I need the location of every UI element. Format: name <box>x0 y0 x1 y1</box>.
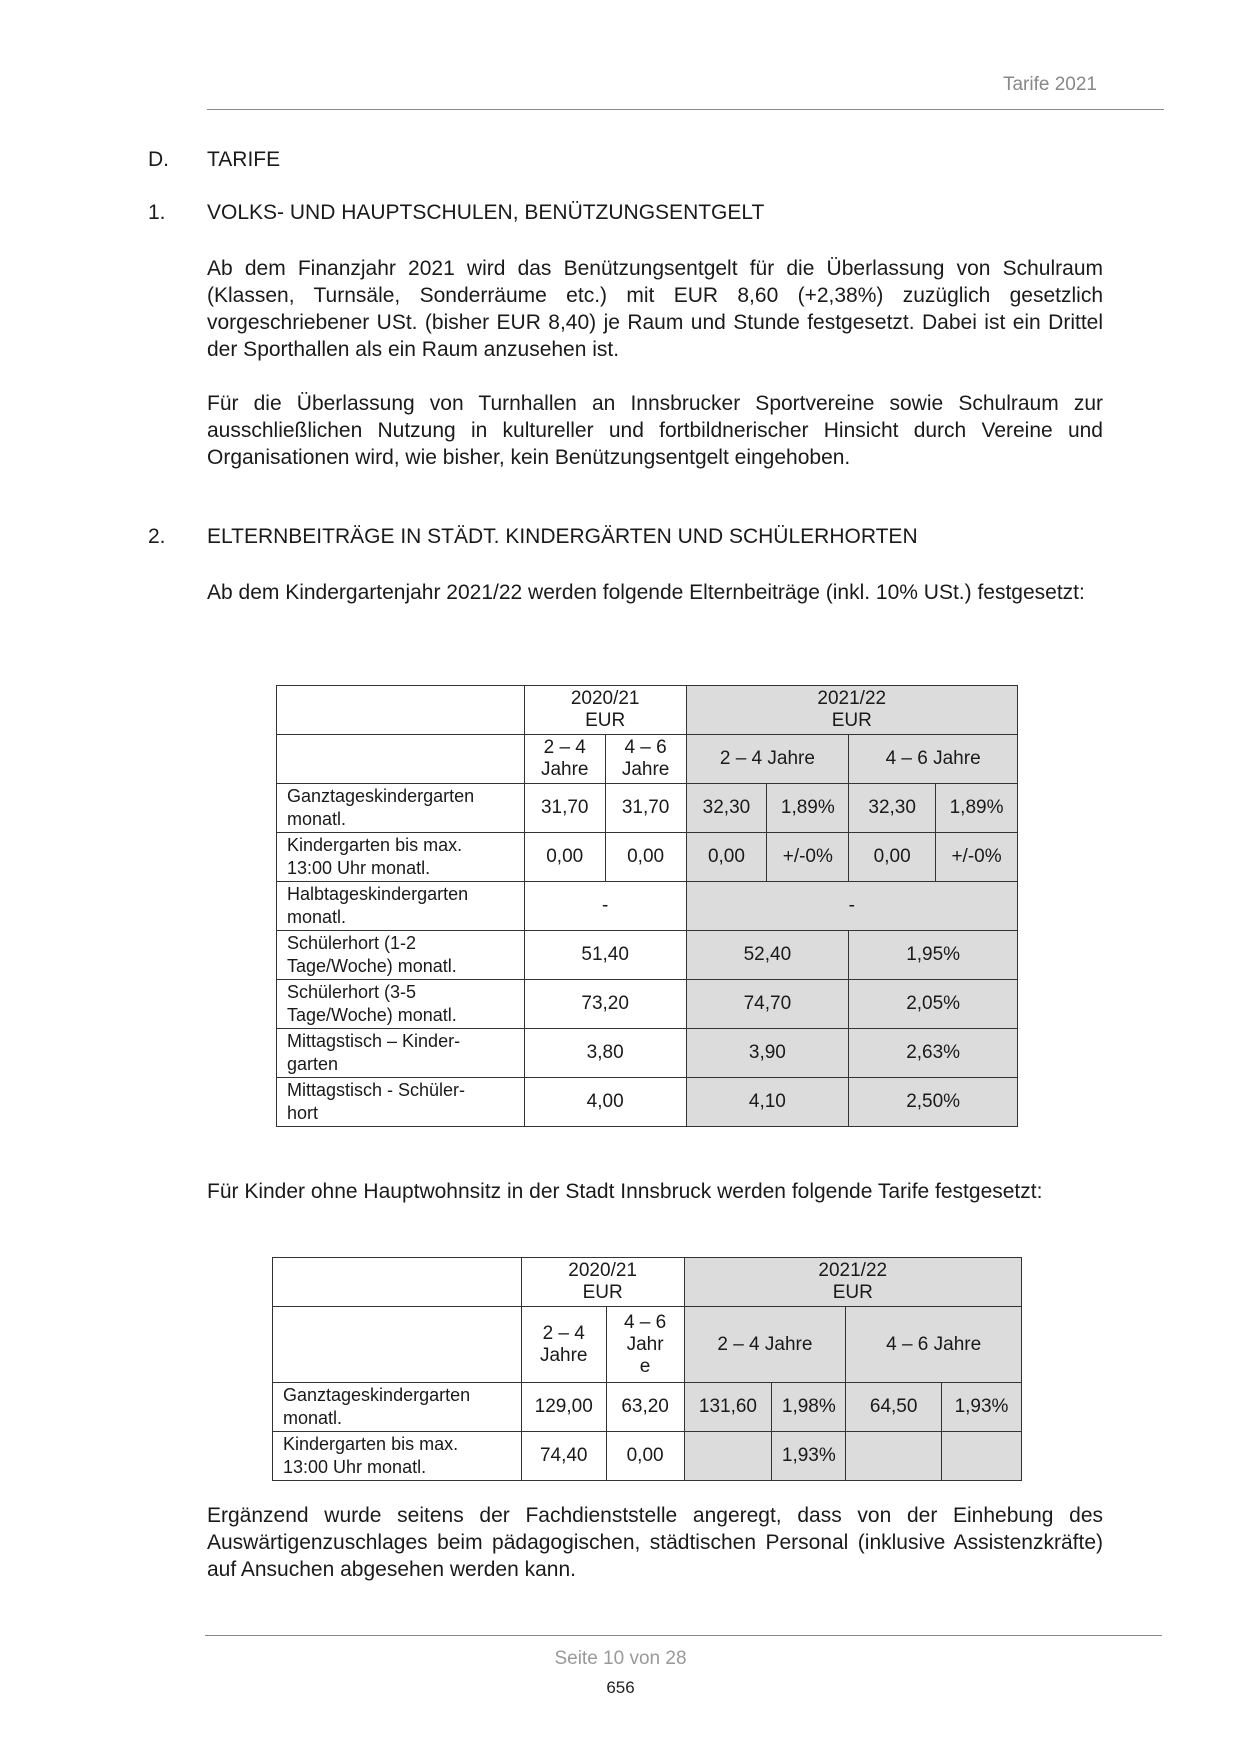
row-label <box>277 1029 525 1078</box>
row-label-text: Kindergarten bis max. 13:00 Uhr monatl. <box>287 835 463 878</box>
s1-title: VOLKS- UND HAUPTSCHULEN, BENÜTZUNGSENTGELT <box>207 201 765 224</box>
row-label-text: Schülerhort (1-2 Tage/Woche) monatl. <box>287 933 457 976</box>
row-label <box>277 1078 525 1127</box>
cell-2020-4-6: 31,70 <box>605 784 686 833</box>
cell-2020-4-6: 0,00 <box>605 833 686 882</box>
subheader-2021-2-4: 2 – 4 Jahre <box>684 1307 846 1383</box>
s1-paragraph-2: Für die Überlassung von Turnhallen an Innsbrucker Sportvereine sowie Schulraum zur ausschließlichen Nutzung in kultureller und fortbildnerischer Hinsicht durch Vereine und Organisationen wird, wie bisher, kein Benützungsentgelt eingehoben. <box>207 392 1103 469</box>
cell-2021-4-6: 0,00 <box>849 833 936 882</box>
s2-title: ELTERNBEITRÄGE IN STÄDT. KINDERGÄRTEN UND SCHÜLERHORTEN <box>207 525 918 548</box>
subheader-2020-2-4-text: 2 – 4 Jahre <box>540 737 589 780</box>
subheader-2020-4-6-text: 4 – 6 Jahr e <box>623 1311 667 1377</box>
cell-2021-2-4-pct: 1,89% <box>767 784 849 833</box>
cell-2021-2-4 <box>684 1432 772 1481</box>
cell-2021-value: 3,90 <box>686 1029 849 1078</box>
cell-2021-4-6 <box>846 1432 942 1481</box>
cell-2020-merged: 3,80 <box>524 1029 686 1078</box>
subheader-2020-2-4 <box>524 735 605 784</box>
cell-2020-2-4: 74,40 <box>521 1432 606 1481</box>
cell-2021-value: 4,10 <box>686 1078 849 1127</box>
row-label-text: Mittagstisch - Schüler- hort <box>287 1080 466 1123</box>
section-number: D. <box>148 148 169 171</box>
cell-2020-4-6: 63,20 <box>606 1383 684 1432</box>
s2-paragraph-2: Für Kinder ohne Hauptwohnsitz in der Stadt Innsbruck werden folgende Tarife festgesetzt: <box>207 1180 1043 1203</box>
cell-2020-4-6: 0,00 <box>606 1432 684 1481</box>
row-label-text: Ganztageskindergarten monatl. <box>287 786 475 829</box>
subheader-2020-2-4-text: 2 – 4 Jahre <box>539 1322 588 1366</box>
cell-2020-merged: 51,40 <box>524 931 686 980</box>
subheader-2020-2-4 <box>521 1307 606 1383</box>
cell-2020-merged: 4,00 <box>524 1078 686 1127</box>
header-year-2021-text: 2021/22 EUR <box>817 688 887 731</box>
row-label-text: Kindergarten bis max. 13:00 Uhr monatl. <box>283 1434 459 1477</box>
cell-2021-pct: 1,95% <box>849 931 1018 980</box>
header-year-2021 <box>686 686 1017 735</box>
s1-number: 1. <box>148 201 166 224</box>
subheader-2021-4-6: 4 – 6 Jahre <box>849 735 1018 784</box>
cell-2021-value: 74,70 <box>686 980 849 1029</box>
cell-2021-4-6-pct <box>942 1432 1022 1481</box>
cell-2020-merged: 73,20 <box>524 980 686 1029</box>
header-year-2020 <box>524 686 686 735</box>
cell-2020-2-4: 0,00 <box>524 833 605 882</box>
row-label-text: Halbtageskindergarten monatl. <box>287 884 469 927</box>
header-year-2020-text: 2020/21 EUR <box>570 688 640 731</box>
subheader-2021-2-4: 2 – 4 Jahre <box>686 735 849 784</box>
cell-2021-4-6-pct: 1,89% <box>936 784 1018 833</box>
s2-paragraph-1: Ab dem Kindergartenjahr 2021/22 werden folgende Elternbeiträge (inkl. 10% USt.) festgesetzt: <box>207 581 1085 604</box>
cell-2021-2-4: 32,30 <box>686 784 767 833</box>
header-empty-cell <box>273 1258 522 1307</box>
subheader-2020-4-6-text: 4 – 6 Jahre <box>621 737 670 780</box>
cell-2021-4-6: 64,50 <box>846 1383 942 1432</box>
header-year-2020-text: 2020/21 EUR <box>568 1260 637 1303</box>
subheader-empty-cell <box>273 1307 522 1383</box>
cell-2021-4-6-pct: 1,93% <box>942 1383 1022 1432</box>
subheader-2020-4-6 <box>605 735 686 784</box>
cell-2021-pct: 2,50% <box>849 1078 1018 1127</box>
row-label <box>277 931 525 980</box>
cell-2021-value: 52,40 <box>686 931 849 980</box>
cell-2021-4-6-pct: +/-0% <box>936 833 1018 882</box>
row-label <box>277 833 525 882</box>
header-year-2020 <box>521 1258 684 1307</box>
header-year-2021-text: 2021/22 EUR <box>818 1260 888 1303</box>
tariff-table-residents <box>276 685 1018 1127</box>
row-label-text: Mittagstisch – Kinder- garten <box>287 1031 461 1074</box>
cell-2021-pct: 2,05% <box>849 980 1018 1029</box>
header-empty-cell <box>277 686 525 735</box>
subheader-2020-4-6 <box>606 1307 684 1383</box>
subheader-2021-4-6: 4 – 6 Jahre <box>846 1307 1022 1383</box>
row-label <box>273 1432 522 1481</box>
header-year-2021 <box>684 1258 1021 1307</box>
header-rule <box>207 109 1164 110</box>
footer-rule <box>205 1635 1162 1636</box>
running-header: Tarife 2021 <box>1002 74 1097 95</box>
row-label <box>273 1383 522 1432</box>
row-label-text: Ganztageskindergarten monatl. <box>283 1385 471 1428</box>
subheader-empty-cell <box>277 735 525 784</box>
row-label-text: Schülerhort (3-5 Tage/Woche) monatl. <box>287 982 457 1025</box>
s2-number: 2. <box>148 525 166 548</box>
cell-2021-2-4-pct: +/-0% <box>767 833 849 882</box>
cell-2021-pct: 2,63% <box>849 1029 1018 1078</box>
row-label <box>277 784 525 833</box>
cell-2021-2-4-pct: 1,98% <box>772 1383 846 1432</box>
cell-2021-4-6: 32,30 <box>849 784 936 833</box>
document-number: 656 <box>606 1678 635 1697</box>
cell-2021-2-4: 131,60 <box>684 1383 772 1432</box>
section-title: TARIFE <box>207 148 281 171</box>
cell-2021-2-4-pct: 1,93% <box>772 1432 846 1481</box>
s1-paragraph-1: Ab dem Finanzjahr 2021 wird das Benützungsentgelt für die Überlassung von Schulraum (Klassen, Turnsäle, Sonderräume etc.) mit EUR 8,60 (+2,38%) zuzüglich gesetzlich vorgeschriebener USt. (bisher EUR 8,40) je Raum und Stunde festgesetzt. Dabei ist ein Drittel der Sporthallen als ein Raum anzusehen ist. <box>207 257 1103 361</box>
cell-2020-2-4: 129,00 <box>521 1383 606 1432</box>
tariff-table-nonresidents <box>272 1257 1022 1481</box>
cell-2021-merged: - <box>686 882 1017 931</box>
row-label <box>277 980 525 1029</box>
cell-2021-2-4: 0,00 <box>686 833 767 882</box>
s2-paragraph-3: Ergänzend wurde seitens der Fachdienststelle angeregt, dass von der Einhebung des Auswärtigenzuschlages beim pädagogischen, städtischen Personal (inklusive Assistenzkräfte) auf Ansuchen abgesehen werden kann. <box>207 1504 1103 1581</box>
row-label <box>277 882 525 931</box>
cell-2020-merged: - <box>524 882 686 931</box>
page-number: Seite 10 von 28 <box>554 1648 687 1669</box>
cell-2020-2-4: 31,70 <box>524 784 605 833</box>
